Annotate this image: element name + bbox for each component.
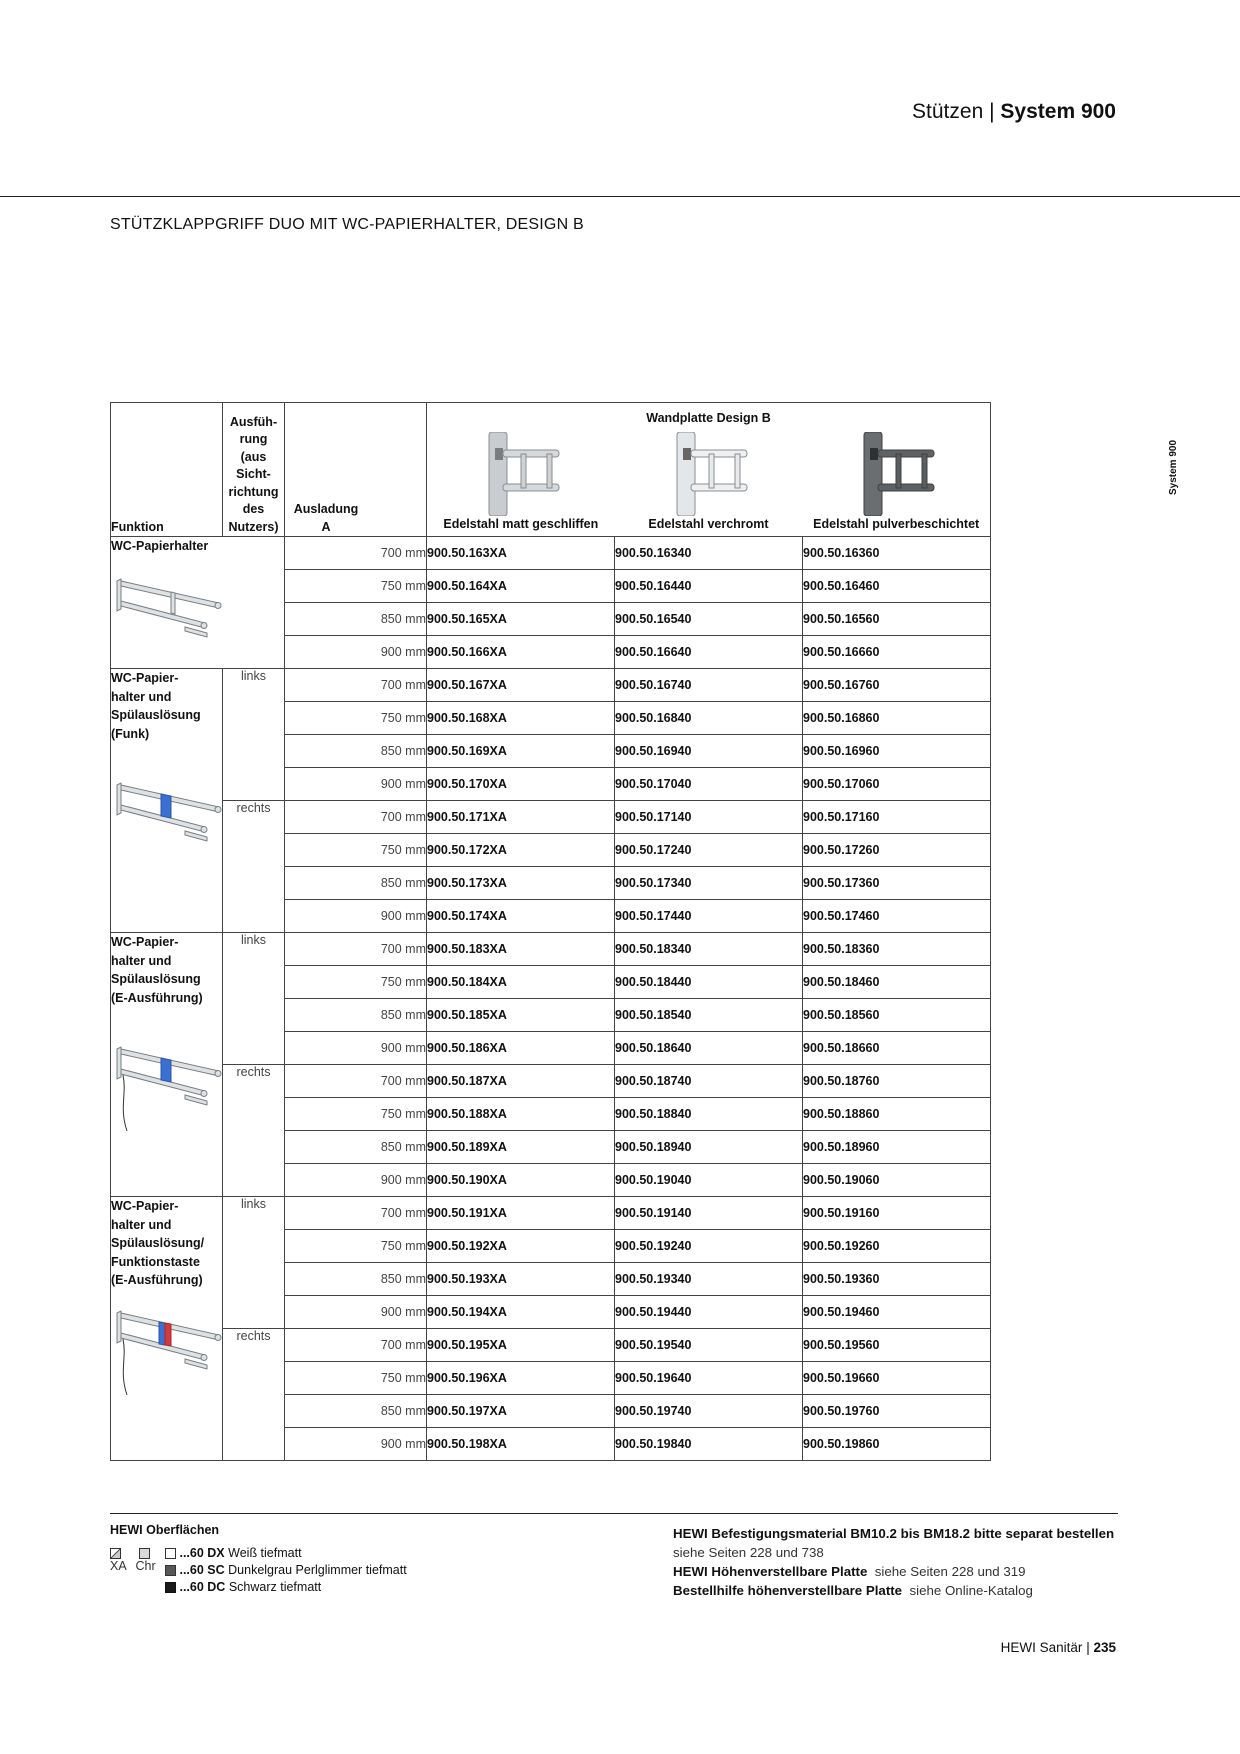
article-code: 900.50.198XA bbox=[427, 1428, 615, 1461]
article-code: 900.50.19260 bbox=[803, 1230, 991, 1263]
product-table bbox=[110, 402, 991, 1461]
wandplatte-title: Wandplatte Design B bbox=[646, 411, 771, 425]
article-code: 900.50.164XA bbox=[427, 570, 615, 603]
article-code: 900.50.17460 bbox=[803, 900, 991, 933]
ausladung-cell: 750 mm bbox=[285, 1098, 427, 1131]
xa-swatch-icon bbox=[110, 1548, 121, 1559]
article-code: 900.50.19660 bbox=[803, 1362, 991, 1395]
darkgrey-swatch-icon bbox=[165, 1565, 176, 1576]
article-code: 900.50.16840 bbox=[615, 702, 803, 735]
page-separator: | bbox=[1086, 1640, 1090, 1655]
ausladung-cell: 850 mm bbox=[285, 1395, 427, 1428]
table-row bbox=[111, 801, 991, 834]
surface-item-dx: ...60 DX Weiß tiefmatt bbox=[165, 1545, 407, 1562]
header-category: Stützen bbox=[912, 100, 984, 123]
article-code: 900.50.16860 bbox=[803, 702, 991, 735]
article-code: 900.50.18940 bbox=[615, 1131, 803, 1164]
article-code: 900.50.183XA bbox=[427, 933, 615, 966]
grab-bar-flush-function-key-icon bbox=[115, 1309, 225, 1399]
ausladung-cell: 750 mm bbox=[285, 570, 427, 603]
article-code: 900.50.185XA bbox=[427, 999, 615, 1032]
grab-bar-paper-holder-icon bbox=[115, 577, 225, 641]
article-code: 900.50.188XA bbox=[427, 1098, 615, 1131]
white-swatch-icon bbox=[165, 1548, 176, 1559]
article-code: 900.50.18340 bbox=[615, 933, 803, 966]
article-code: 900.50.19460 bbox=[803, 1296, 991, 1329]
ausladung-cell: 900 mm bbox=[285, 1296, 427, 1329]
ausfuehrung-cell: rechts bbox=[223, 801, 285, 933]
article-code: 900.50.163XA bbox=[427, 537, 615, 570]
article-code: 900.50.184XA bbox=[427, 966, 615, 999]
ausfuehrung-cell: links bbox=[223, 1197, 285, 1329]
ausladung-cell: 850 mm bbox=[285, 867, 427, 900]
ausladung-cell: 700 mm bbox=[285, 537, 427, 570]
ausladung-cell: 900 mm bbox=[285, 1032, 427, 1065]
header-divider bbox=[0, 196, 1240, 197]
article-code: 900.50.197XA bbox=[427, 1395, 615, 1428]
footer-divider bbox=[110, 1513, 1118, 1514]
grab-bar-flush-radio-icon bbox=[115, 781, 225, 845]
article-code: 900.50.18660 bbox=[803, 1032, 991, 1065]
funktion-cell: WC-Papierhalter bbox=[111, 537, 285, 669]
article-code: 900.50.19640 bbox=[615, 1362, 803, 1395]
table-header-row bbox=[111, 403, 991, 537]
article-code: 900.50.169XA bbox=[427, 735, 615, 768]
note-platte: HEWI Höhenverstellbare Platte siehe Seiten 228 und 319 bbox=[673, 1564, 1026, 1579]
article-code: 900.50.18640 bbox=[615, 1032, 803, 1065]
variant-header-chrome: Edelstahl verchromt bbox=[615, 432, 803, 537]
page-number: 235 bbox=[1093, 1640, 1116, 1655]
article-code: 900.50.195XA bbox=[427, 1329, 615, 1362]
article-code: 900.50.17140 bbox=[615, 801, 803, 834]
article-code: 900.50.16440 bbox=[615, 570, 803, 603]
article-code: 900.50.17160 bbox=[803, 801, 991, 834]
ausladung-cell: 900 mm bbox=[285, 636, 427, 669]
article-code: 900.50.19340 bbox=[615, 1263, 803, 1296]
article-code: 900.50.16560 bbox=[803, 603, 991, 636]
article-code: 900.50.16640 bbox=[615, 636, 803, 669]
article-code: 900.50.17440 bbox=[615, 900, 803, 933]
wandplatte-header bbox=[427, 403, 991, 537]
ausladung-cell: 750 mm bbox=[285, 702, 427, 735]
ausladung-cell: 700 mm bbox=[285, 1197, 427, 1230]
ausladung-cell: 700 mm bbox=[285, 669, 427, 702]
page-footer bbox=[800, 1640, 1116, 1655]
ausladung-cell: 850 mm bbox=[285, 735, 427, 768]
black-swatch-icon bbox=[165, 1582, 176, 1593]
note-bestellhilfe: Bestellhilfe höhenverstellbare Platte siehe Online-Katalog bbox=[673, 1583, 1033, 1598]
col-header-ausfuehrung: Ausfüh- rung (aus Sicht- richtung des Nutzers) bbox=[223, 403, 285, 537]
article-code: 900.50.17040 bbox=[615, 768, 803, 801]
article-code: 900.50.17360 bbox=[803, 867, 991, 900]
surface-abbr-xa: XA bbox=[110, 1559, 126, 1573]
article-code: 900.50.19360 bbox=[803, 1263, 991, 1296]
article-code: 900.50.18740 bbox=[615, 1065, 803, 1098]
ausladung-cell: 900 mm bbox=[285, 768, 427, 801]
variant-header-matt: Edelstahl matt geschliffen bbox=[427, 432, 615, 537]
ausladung-cell: 700 mm bbox=[285, 801, 427, 834]
article-code: 900.50.192XA bbox=[427, 1230, 615, 1263]
grab-bar-powder-icon bbox=[856, 432, 936, 516]
article-code: 900.50.187XA bbox=[427, 1065, 615, 1098]
article-code: 900.50.16360 bbox=[803, 537, 991, 570]
article-code: 900.50.193XA bbox=[427, 1263, 615, 1296]
article-code: 900.50.18460 bbox=[803, 966, 991, 999]
page-header bbox=[600, 100, 1116, 124]
ausladung-cell: 850 mm bbox=[285, 1131, 427, 1164]
table-row bbox=[111, 537, 991, 570]
surface-abbr-chr: Chr bbox=[135, 1559, 156, 1573]
grab-bar-flush-electric-icon bbox=[115, 1045, 225, 1135]
funktion-cell: WC-Papier- halter und Spülauslösung (E-Ausführung) bbox=[111, 933, 223, 1197]
article-code: 900.50.172XA bbox=[427, 834, 615, 867]
article-code: 900.50.19040 bbox=[615, 1164, 803, 1197]
article-code: 900.50.174XA bbox=[427, 900, 615, 933]
side-tab: System 900 bbox=[1168, 439, 1179, 495]
col-header-funktion: Funktion bbox=[111, 403, 223, 537]
article-code: 900.50.19440 bbox=[615, 1296, 803, 1329]
surface-item-sc: ...60 SC Dunkelgrau Perlglimmer tiefmatt bbox=[165, 1562, 407, 1579]
ausladung-cell: 900 mm bbox=[285, 1164, 427, 1197]
header-separator: | bbox=[989, 100, 995, 123]
table-row bbox=[111, 1329, 991, 1362]
grab-bar-chrome-icon bbox=[669, 432, 749, 516]
ausladung-cell: 700 mm bbox=[285, 933, 427, 966]
article-code: 900.50.168XA bbox=[427, 702, 615, 735]
grab-bar-matt-icon bbox=[481, 432, 561, 516]
ausladung-cell: 750 mm bbox=[285, 834, 427, 867]
surfaces-title: HEWI Oberflächen bbox=[110, 1523, 220, 1537]
article-code: 900.50.189XA bbox=[427, 1131, 615, 1164]
col-header-ausladung: Ausladung A bbox=[285, 403, 427, 537]
article-code: 900.50.18440 bbox=[615, 966, 803, 999]
article-code: 900.50.191XA bbox=[427, 1197, 615, 1230]
article-code: 900.50.186XA bbox=[427, 1032, 615, 1065]
article-code: 900.50.16460 bbox=[803, 570, 991, 603]
article-code: 900.50.19060 bbox=[803, 1164, 991, 1197]
article-code: 900.50.18860 bbox=[803, 1098, 991, 1131]
funktion-cell: WC-Papier- halter und Spülauslösung (Funk) bbox=[111, 669, 223, 933]
ausladung-cell: 750 mm bbox=[285, 1230, 427, 1263]
ausfuehrung-cell: links bbox=[223, 669, 285, 801]
article-code: 900.50.19240 bbox=[615, 1230, 803, 1263]
article-code: 900.50.17340 bbox=[615, 867, 803, 900]
ausladung-cell: 850 mm bbox=[285, 1263, 427, 1296]
article-code: 900.50.170XA bbox=[427, 768, 615, 801]
article-code: 900.50.18760 bbox=[803, 1065, 991, 1098]
article-code: 900.50.16960 bbox=[803, 735, 991, 768]
table-row bbox=[111, 933, 991, 966]
table-row bbox=[111, 669, 991, 702]
article-code: 900.50.190XA bbox=[427, 1164, 615, 1197]
article-code: 900.50.166XA bbox=[427, 636, 615, 669]
funktion-cell: WC-Papier- halter und Spülauslösung/ Funktionstaste (E-Ausführung) bbox=[111, 1197, 223, 1461]
article-code: 900.50.16340 bbox=[615, 537, 803, 570]
section-title: STÜTZKLAPPGRIFF DUO MIT WC-PAPIERHALTER, DESIGN B bbox=[110, 216, 584, 233]
ausfuehrung-cell: rechts bbox=[223, 1329, 285, 1461]
ausfuehrung-cell: links bbox=[223, 933, 285, 1065]
article-code: 900.50.16760 bbox=[803, 669, 991, 702]
article-code: 900.50.19560 bbox=[803, 1329, 991, 1362]
article-code: 900.50.17260 bbox=[803, 834, 991, 867]
variant-header-powder: Edelstahl pulverbeschichtet bbox=[802, 432, 990, 537]
ausfuehrung-cell: rechts bbox=[223, 1065, 285, 1197]
ausladung-cell: 700 mm bbox=[285, 1065, 427, 1098]
article-code: 900.50.18540 bbox=[615, 999, 803, 1032]
ausladung-cell: 700 mm bbox=[285, 1329, 427, 1362]
article-code: 900.50.19840 bbox=[615, 1428, 803, 1461]
article-code: 900.50.196XA bbox=[427, 1362, 615, 1395]
article-code: 900.50.19140 bbox=[615, 1197, 803, 1230]
article-code: 900.50.173XA bbox=[427, 867, 615, 900]
ausladung-cell: 900 mm bbox=[285, 1428, 427, 1461]
ausladung-cell: 850 mm bbox=[285, 603, 427, 636]
article-code: 900.50.19540 bbox=[615, 1329, 803, 1362]
article-code: 900.50.16940 bbox=[615, 735, 803, 768]
article-code: 900.50.18840 bbox=[615, 1098, 803, 1131]
article-code: 900.50.18560 bbox=[803, 999, 991, 1032]
header-system: System 900 bbox=[1000, 100, 1116, 123]
article-code: 900.50.19760 bbox=[803, 1395, 991, 1428]
article-code: 900.50.16740 bbox=[615, 669, 803, 702]
table-row bbox=[111, 1065, 991, 1098]
note-befestigung: HEWI Befestigungsmaterial BM10.2 bis BM18.2 bitte separat bestellen siehe Seiten 228 und 738 bbox=[673, 1526, 1115, 1560]
article-code: 900.50.165XA bbox=[427, 603, 615, 636]
ausladung-cell: 750 mm bbox=[285, 966, 427, 999]
table-row bbox=[111, 1197, 991, 1230]
article-code: 900.50.18360 bbox=[803, 933, 991, 966]
ausladung-cell: 850 mm bbox=[285, 999, 427, 1032]
article-code: 900.50.19160 bbox=[803, 1197, 991, 1230]
article-code: 900.50.19860 bbox=[803, 1428, 991, 1461]
article-code: 900.50.167XA bbox=[427, 669, 615, 702]
article-code: 900.50.194XA bbox=[427, 1296, 615, 1329]
article-code: 900.50.171XA bbox=[427, 801, 615, 834]
ausladung-cell: 900 mm bbox=[285, 900, 427, 933]
article-code: 900.50.16660 bbox=[803, 636, 991, 669]
ausladung-cell: 750 mm bbox=[285, 1362, 427, 1395]
surface-abbreviations bbox=[110, 1559, 156, 1573]
article-code: 900.50.19740 bbox=[615, 1395, 803, 1428]
surface-item-dc: ...60 DC Schwarz tiefmatt bbox=[165, 1579, 407, 1596]
article-code: 900.50.16540 bbox=[615, 603, 803, 636]
article-code: 900.50.17240 bbox=[615, 834, 803, 867]
article-code: 900.50.18960 bbox=[803, 1131, 991, 1164]
article-code: 900.50.17060 bbox=[803, 768, 991, 801]
page-brand: HEWI Sanitär bbox=[1000, 1640, 1083, 1655]
chrome-swatch-icon bbox=[139, 1548, 150, 1559]
mounting-notes bbox=[673, 1524, 1133, 1600]
surface-list bbox=[165, 1545, 407, 1596]
